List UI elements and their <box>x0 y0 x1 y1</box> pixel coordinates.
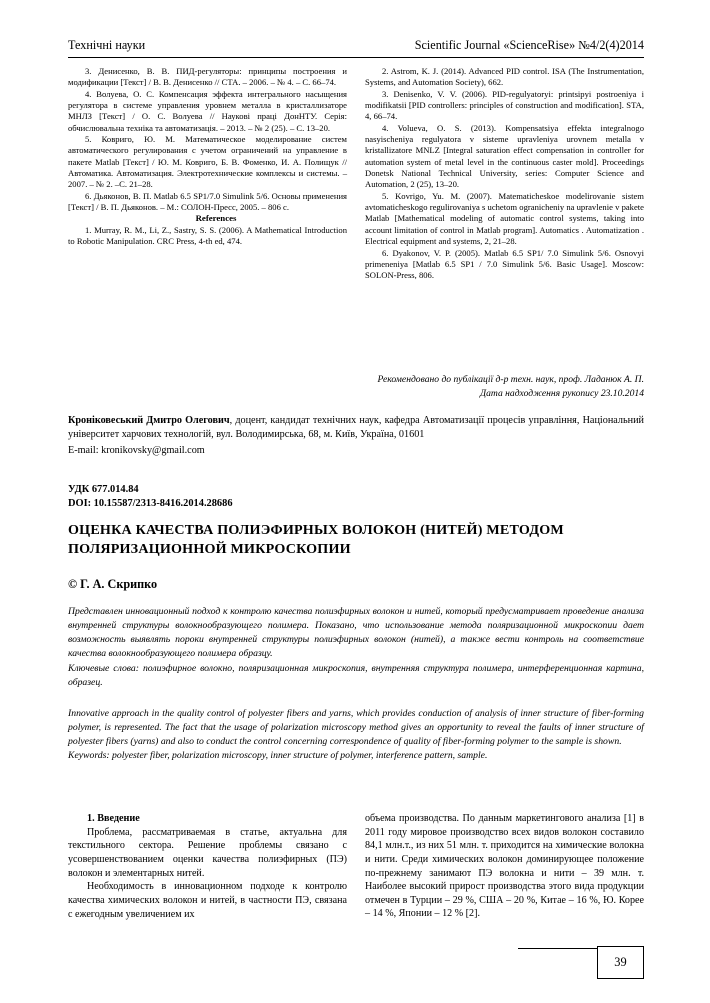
copyright-author: © Г. А. Скрипко <box>68 577 158 591</box>
reference-item: 3. Denisenko, V. V. (2006). PID-regulyatoryi: printsipyi postroeniya i modifikatsii [PID controllers: principles of construction and modification]. STA, 4, 66–74. <box>365 88 644 122</box>
body-columns <box>68 812 644 921</box>
reference-item: 3. Денисенко, В. В. ПИД-регуляторы: принципы построения и модификации [Текст] / В. В. Денисенко // СТА. – 2006. – № 4. – С. 66–74. <box>68 66 347 88</box>
reference-item: 4. Volueva, O. S. (2013). Kompensatsiya effekta integralnogo nasyischeniya regulyatora v sisteme upravleniya urovnem metalla v kristallizatore MNLZ [Integral saturation effect compensation in controller for automation system of metal level in the continuous caster mold]. Proceedings Donetsk National Technical University, series: Computer Science and Automation, 2 (25), 13–20. <box>365 122 644 190</box>
body-paragraph: объема производства. По данным маркетингового анализа [1] в 2011 году мировое производство всех видов волокон составило 84,1 млн.т., из них 51 млн. т. приходится на химические волокна и нити. Среди химических волокон доминирующее положение по-прежнему занимают ПЭ волокна и нити – 39 млн. т. Наиболее высокий прирост производства этого вида продукции отмечен в Турции – 29 %, США – 20 %, Китае – 16 %, Ю. Корее – 14 %, Японии – 12 % [2]. <box>365 813 644 920</box>
reference-item: 5. Ковриго, Ю. М. Математическое моделирование систем автоматического регулирования с учетом ограничений на управление в пакете Matlab [Текст] / Ю. М. Ковриго, Б. В. Фоменко, И. А. Полищук // Автоматика. Автоматизация. Электротехнические комплексы и системы. – 2007. – № 2. –С. 21–28. <box>68 134 347 190</box>
doi-code: DOI: 10.15587/2313-8416.2014.28686 <box>68 498 233 510</box>
reference-item: 2. Astrom, K. J. (2014). Advanced PID control. ISA (The Instrumentation, Systems, and Automation Society), 662. <box>365 66 644 88</box>
references-columns <box>68 66 644 282</box>
page-title <box>68 521 644 559</box>
author-name: Кроніковеський Дмитро Олегович <box>68 415 230 426</box>
running-head <box>68 38 644 53</box>
author-email: E-mail: kronikovsky@gmail.com <box>68 444 205 456</box>
reference-item: 6. Дьяконов, В. П. Matlab 6.5 SP1/7.0 Simulink 5/6. Основы применения [Текст] / В. П. Дьяконов. – М.: СОЛОН-Пресс, 2005. – 806 с. <box>68 190 347 213</box>
body-column-right <box>365 812 644 921</box>
manuscript-date-line: Дата надходження рукопису 23.10.2014 <box>480 388 644 400</box>
reference-item: 6. Dyakonov, V. P. (2005). Matlab 6.5 SP1/ 7.0 Simulink 5/6. Osnovyi primeneniya [Matlab 6.5 SP1 / 7.0 Simulink 5/6. Basic Usage]. Moscow: SOLON-Press, 806. <box>365 247 644 281</box>
recommendation-line: Рекомендовано до публікації д-р техн. наук, проф. Ладанюк А. П. <box>377 374 644 385</box>
page-number-box <box>597 946 644 979</box>
recommendation-block <box>68 373 644 402</box>
references-heading: References <box>195 213 237 224</box>
abstract-russian-text: Представлен инновационный подход к контролю качества полиэфирных волокон и нитей, который предусматривает проведение анализа внутренней структуры волокнообразующего полимера. Показано, что использование метода поляризационной микроскопии дает возможность выявлять пороки внутренней структуры полиэфирных волокон (нитей), а также вести контроль на соответствие качества волокнообразующего полимера образцу. <box>68 606 644 660</box>
references-column-right <box>365 66 644 282</box>
udk-code: УДК 677.014.84 <box>68 484 139 495</box>
article-title-line-2: ПОЛЯРИЗАЦИОННОЙ МИКРОСКОПИИ <box>68 540 351 557</box>
abstract-russian <box>68 605 644 690</box>
body-paragraph: Проблема, рассматриваемая в статье, актуальна для текстильного сектора. Решение проблемы связано с усовершенствованием оценки качества полиэфирных (ПЭ) волокон и элементарных нитей. <box>68 826 347 879</box>
section-heading-introduction: 1. Введение <box>87 813 140 824</box>
abstract-english-keywords: Keywords: polyester fiber, polarization microscopy, inner structure of polymer, interference pattern, sample. <box>68 750 488 762</box>
author-affiliation: , доцент, кандидат технічних наук, кафедра Автоматизації процесів управління, Національний університет харчових технологій, вул. Володимирська, 68, м. Київ, Україна, 01601 <box>68 415 644 441</box>
reference-item: 1. Murray, R. M., Li, Z., Sastry, S. S. (2006). A Mathematical Introduction to Robotic Manipulation. CRC Press, 4-th ed, 474. <box>68 225 347 247</box>
body-column-left <box>68 812 347 921</box>
abstract-english-text: Innovative approach in the quality control of polyester fibers and yarns, which provides conduction of analysis of inner structure of fiber-forming polymer, is represented. The fact that the usage of polarization microscopy method gives an opportunity to reveal the faults of inner structure of polyester fibers (yarns) and also to conduct the control concerning correspondence of quality of fiber-forming polymer to the sample is shown. <box>68 708 644 748</box>
page-number: 39 <box>614 955 627 969</box>
running-head-rule <box>68 57 644 58</box>
references-column-left <box>68 66 347 282</box>
abstract-russian-keywords: Ключевые слова: полиэфирное волокно, поляризационная микроскопия, внутренняя структура полимера, интерференционная картина, образец. <box>68 662 644 688</box>
running-head-right: Scientific Journal «ScienceRise» №4/2(4)2014 <box>414 38 644 52</box>
author-affiliation-paragraph <box>68 414 644 443</box>
article-title-line-1: ОЦЕНКА КАЧЕСТВА ПОЛИЭФИРНЫХ ВОЛОКОН (НИТЕЙ) МЕТОДОМ <box>68 522 564 538</box>
reference-item: 5. Kovrigo, Yu. M. (2007). Matematicheskoe modelirovanie sistem avtomaticheskogo regulirovaniya s uchetom ogranicheniy na upravlenie v pakete Matlab [Mathematical modeling of automatic control systems, taking into account limitation of control in Matlab program]. Automatics . Automatization . Electrical equipment and systems, 2, 21–28. <box>365 190 644 247</box>
abstract-english <box>68 707 644 764</box>
body-paragraph: Необходимость в инновационном подходе к контролю качества химических волокон и нитей, в частности ПЭ, связана с ежегодным увеличением их <box>68 881 347 920</box>
running-head-left: Технічні науки <box>68 38 146 52</box>
author-block <box>68 414 644 458</box>
reference-item: 4. Волуева, О. С. Компенсация эффекта интегрального насыщения регулятора в системе управления уровнем металла в кристаллизаторе МНЛЗ [Текст] / О. С. Волуева // Наукові праці ДонНТУ. Серія: обчислювальна техніка та автоматизація. – 2013. – № 2 (25). – С. 13–20. <box>68 88 347 133</box>
identifiers-block <box>68 483 233 512</box>
